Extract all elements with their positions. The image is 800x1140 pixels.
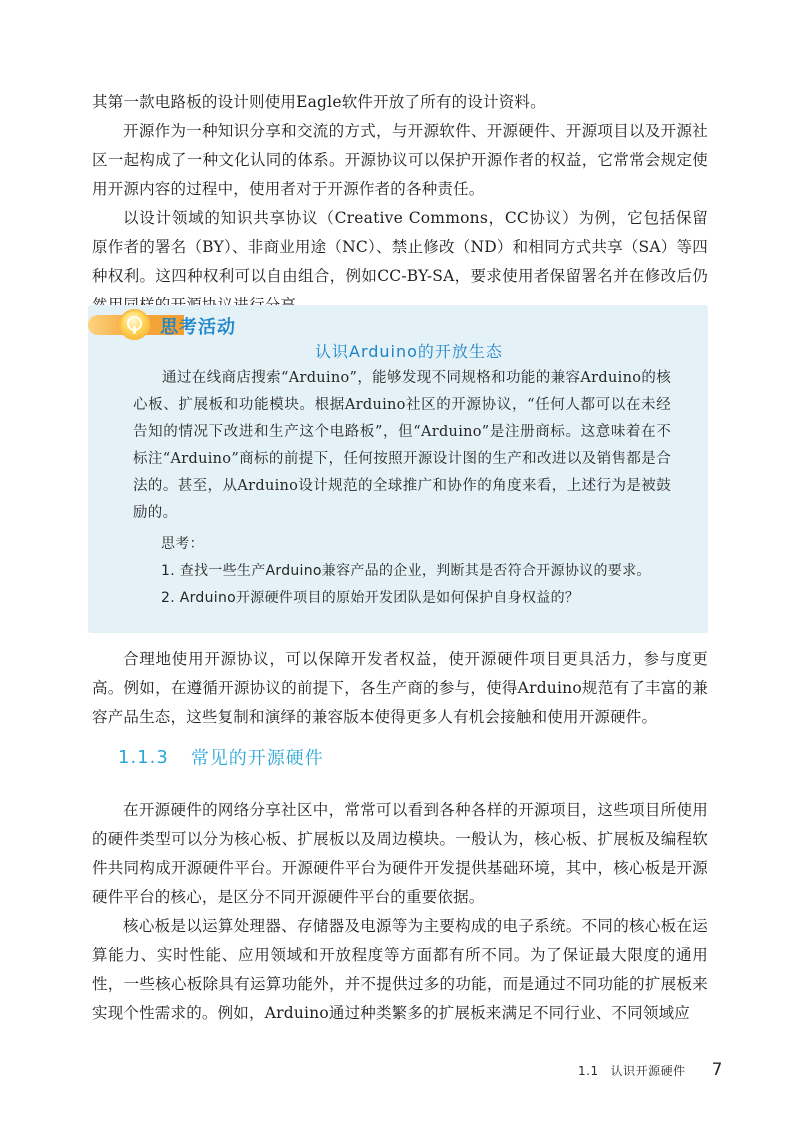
section-paragraphs bbox=[92, 796, 708, 1028]
thinking-activity-box bbox=[88, 305, 708, 633]
page-number: 7 bbox=[711, 1060, 723, 1080]
intro-paragraph-1: 其第一款电路板的设计则使用Eagle软件开放了所有的设计资料。 bbox=[92, 93, 546, 111]
activity-question-2: 2. Arduino开源硬件项目的原始开发团队是如何保护自身权益的？ bbox=[161, 590, 580, 606]
activity-body bbox=[133, 365, 671, 612]
section-number: 1.1.3 bbox=[118, 746, 169, 768]
intro-paragraphs bbox=[92, 88, 708, 320]
activity-label: 思考活动 bbox=[160, 317, 236, 338]
section-heading bbox=[118, 744, 324, 770]
after-activity-paragraphs bbox=[92, 645, 708, 732]
activity-think-label: 思考： bbox=[161, 536, 204, 552]
section-paragraph-2: 核心板是以运算处理器、存储器及电源等为主要构成的电子系统。不同的核心板在运算能力、实时性能、应用领域和开放程度等方面都有所不同。为了保证最大限度的通用性，一些核心板除具有运算功能外，并不提供过多的功能，而是通过不同功能的扩展板来实现个性需求的。例如，Arduino通过种类繁多的扩展板来满足不同行业、不同领域应 bbox=[92, 917, 708, 1022]
footer-section-number: 1.1 bbox=[578, 1064, 599, 1078]
intro-paragraph-2: 开源作为一种知识分享和交流的方式，与开源软件、开源硬件、开源项目以及开源社区一起构成了一种文化认同的体系。开源协议可以保护开源作者的权益，它常常会规定使用开源内容的过程中，使用者对于开源作者的各种责任。 bbox=[92, 122, 708, 198]
activity-title: 认识Arduino的开放生态 bbox=[315, 342, 503, 361]
footer-section-title: 认识开源硬件 bbox=[610, 1064, 686, 1078]
intro-paragraph-3: 以设计领域的知识共享协议（Creative Commons，CC协议）为例，它包括保留原作者的署名（BY）、非商业用途（NC）、禁止修改（ND）和相同方式共享（SA）等四种权利。这四种权利可以自由组合，例如CC-BY-SA，要求使用者保留署名并在修改后仍 bbox=[92, 209, 708, 285]
activity-question-1: 1. 查找一些生产Arduino兼容产品的企业，判断其是否符合开源协议的要求。 bbox=[161, 563, 651, 579]
activity-header bbox=[88, 305, 348, 347]
section-title: 常见的开源硬件 bbox=[190, 748, 324, 769]
activity-description: 通过在线商店搜索“Arduino”，能够发现不同规格和功能的兼容Arduino的核心板、扩展板和功能模块。根据Arduino社区的开源协议，“任何人都可以在未经告知的情况下改进和生产这个电路板”，但“Arduino”是注册商标。这意味着在不标注“Arduino”商标的前提下，任何按照开源设计图的生产和改进以及销售都是合法的。甚至，从Arduino设计规范的全球推广和协作的角度来看，上述行为是被鼓励的。 bbox=[133, 370, 671, 521]
page-footer bbox=[578, 1060, 722, 1080]
lightbulb-icon bbox=[119, 309, 150, 340]
section-paragraph-1: 在开源硬件的网络分享社区中，常常可以看到各种各样的开源项目，这些项目所使用的硬件类型可以分为核心板、扩展板以及周边模块。一般认为，核心板、扩展板及编程软件共同构成开源硬件平台。开源硬件平台为硬件开发提供基础环境，其中，核心板是开源硬件平台的核心，是区分不同开源硬件平台的重要依据。 bbox=[92, 801, 708, 906]
after-activity-paragraph-1: 合理地使用开源协议，可以保障开发者权益，使开源硬件项目更具活力，参与度更高。例如，在遵循开源协议的前提下，各生产商的参与，使得Arduino规范有了丰富的兼容产品生态，这些复制和演绎的兼容版本使得更多人有机会接触和使用开源硬件。 bbox=[92, 650, 708, 726]
